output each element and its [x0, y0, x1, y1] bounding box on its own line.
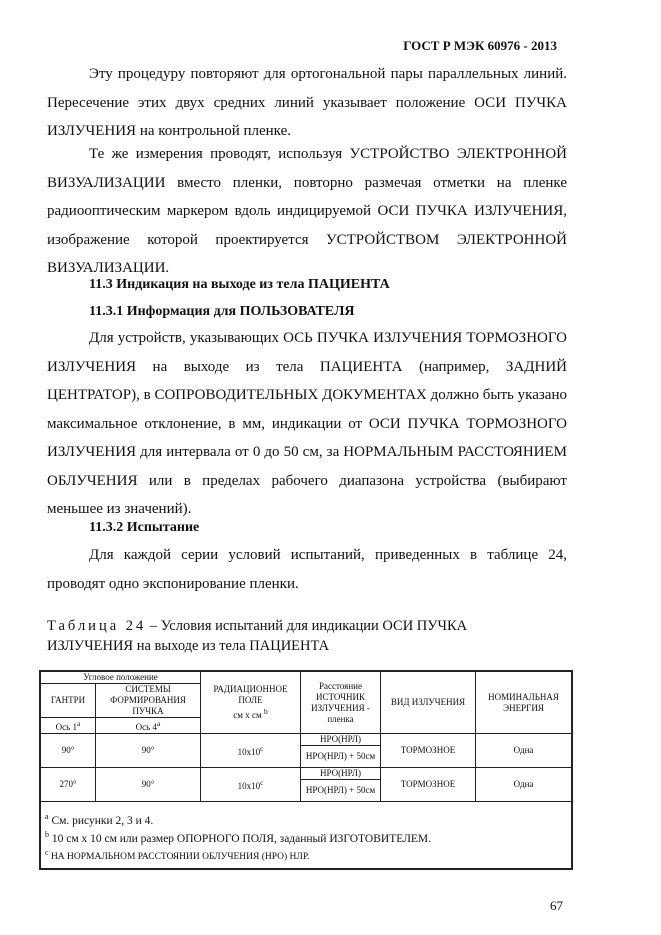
paragraph-user-info: Для устройств, указывающих ОСЬ ПУЧКА ИЗЛУЧЕНИЯ ТОРМОЗНОГО ИЗЛУЧЕНИЯ на выходе из тела ПАЦИЕНТА (например, ЗАДНИЙ ЦЕНТРАТОР), в СОПРОВОДИТЕЛЬНЫХ ДОКУМЕНТАХ должно быть указано максимальное отклонение, в мм, индикации от ОСИ ПУЧКА ТОРМОЗНОГО ИЗЛУЧЕНИЯ для интервала от 0 до 50 см, за НОРМАЛЬНЫМ РАССТОЯНИЕМ ОБЛУЧЕНИЯ или в пределах рабочего диапазона устройства (выбирают меньшее из значений). — [47, 330, 567, 517]
cell-energy: Одна — [476, 734, 573, 768]
header-field-label: РАДИАЦИОННОЕ ПОЛЕ — [213, 684, 288, 705]
cell-beam: 90° — [96, 768, 201, 802]
field-sup: c — [260, 778, 264, 787]
footnote-a-text: См. рисунки 2, 3 и 4. — [48, 814, 154, 827]
header-radiation-field — [201, 671, 301, 734]
table-caption — [47, 616, 547, 656]
cell-distance-1: НРО(НРЛ) — [301, 734, 381, 746]
footnote-c-mark: c — [45, 847, 49, 857]
cell-field — [201, 768, 301, 802]
section-heading-11-3-1: 11.3.1 Информация для ПОЛЬЗОВАТЕЛЯ — [89, 304, 355, 319]
header-angular-position: Угловое положение — [40, 671, 201, 684]
cell-gantry: 270° — [40, 768, 96, 802]
cell-distance-2: НРО(НРЛ) + 50см — [301, 746, 381, 768]
table-row — [40, 734, 572, 746]
cell-distance-1: НРО(НРЛ) — [301, 768, 381, 780]
paragraph-test: Для каждой серии условий испытаний, приведенных в таблице 24, проводят одно экспонирование пленки. — [47, 547, 567, 592]
table-caption-text: – Условия испытаний для индикации ОСИ ПУЧКА ИЗЛУЧЕНИЯ на выходе из тела ПАЦИЕНТА — [47, 618, 468, 654]
cell-gantry: 90° — [40, 734, 96, 768]
cell-radiation: ТОРМОЗНОЕ — [381, 734, 476, 768]
footnote-b — [45, 828, 567, 846]
header-beam-system: СИСТЕМЫ ФОРМИРОВАНИЯ ПУЧКА — [96, 684, 201, 718]
field-value: 10х10 — [237, 781, 261, 791]
header-axis-1 — [40, 718, 96, 734]
field-value: 10х10 — [237, 747, 261, 757]
header-field-sup: b — [263, 707, 268, 716]
axis-1-sup: a — [77, 719, 81, 728]
document-header: ГОСТ Р МЭК 60976 - 2013 — [403, 38, 557, 53]
footnote-c — [45, 846, 567, 864]
table-footnotes — [40, 802, 572, 869]
axis-4-label: Ось 4 — [135, 722, 157, 732]
cell-field — [201, 734, 301, 768]
page-number: 67 — [550, 898, 563, 913]
paragraph-procedure: Эту процедуру повторяют для ортогональной пары параллельных линий. Пересечение этих двух средних линий указывает положение ОСИ ПУЧКА ИЗЛУЧЕНИЯ на контрольной пленке. — [47, 66, 567, 139]
table-row — [40, 768, 572, 780]
header-axis-4 — [96, 718, 201, 734]
footnote-a-mark: a — [45, 812, 49, 821]
footnote-b-text: 10 см х 10 см или размер ОПОРНОГО ПОЛЯ, заданный ИЗГОТОВИТЕЛЕМ. — [49, 832, 432, 845]
header-field-units: см х см — [233, 710, 262, 720]
footnote-c-text: НА НОРМАЛЬНОМ РАССТОЯНИИ ОБЛУЧЕНИЯ (НРО) НЛР. — [48, 851, 310, 862]
paragraph-evi: Те же измерения проводят, используя УСТРОЙСТВО ЭЛЕКТРОННОЙ ВИЗУАЛИЗАЦИИ вместо пленки, повторно размечая отметки на пленке радиооптическим маркером вдоль индицируемой ОСИ ПУЧКА ИЗЛУЧЕНИЯ, изображение которой проектируется УСТРОЙСТВОМ ЭЛЕКТРОННОЙ ВИЗУАЛИЗАЦИИ. — [47, 146, 567, 276]
cell-radiation: ТОРМОЗНОЕ — [381, 768, 476, 802]
axis-1-label: Ось 1 — [55, 722, 77, 732]
cell-beam: 90° — [96, 734, 201, 768]
section-heading-11-3-2: 11.3.2 Испытание — [89, 520, 200, 535]
table-caption-label: Таблица 24 — [47, 618, 147, 634]
axis-4-sup: a — [157, 719, 161, 728]
footnote-a — [45, 810, 567, 828]
cell-distance-2: НРО(НРЛ) + 50см — [301, 780, 381, 802]
test-conditions-table — [39, 670, 573, 870]
footnote-b-mark: b — [45, 829, 49, 839]
header-radiation-type: ВИД ИЗЛУЧЕНИЯ — [381, 671, 476, 734]
header-distance: Расстояние ИСТОЧНИК ИЗЛУЧЕНИЯ - пленка — [301, 671, 381, 734]
header-gantry: ГАНТРИ — [40, 684, 96, 718]
cell-energy: Одна — [476, 768, 573, 802]
field-sup: c — [260, 744, 264, 753]
header-energy: НОМИНАЛЬНАЯ ЭНЕРГИЯ — [476, 671, 573, 734]
section-heading-11-3: 11.3 Индикация на выходе из тела ПАЦИЕНТА — [89, 277, 390, 292]
